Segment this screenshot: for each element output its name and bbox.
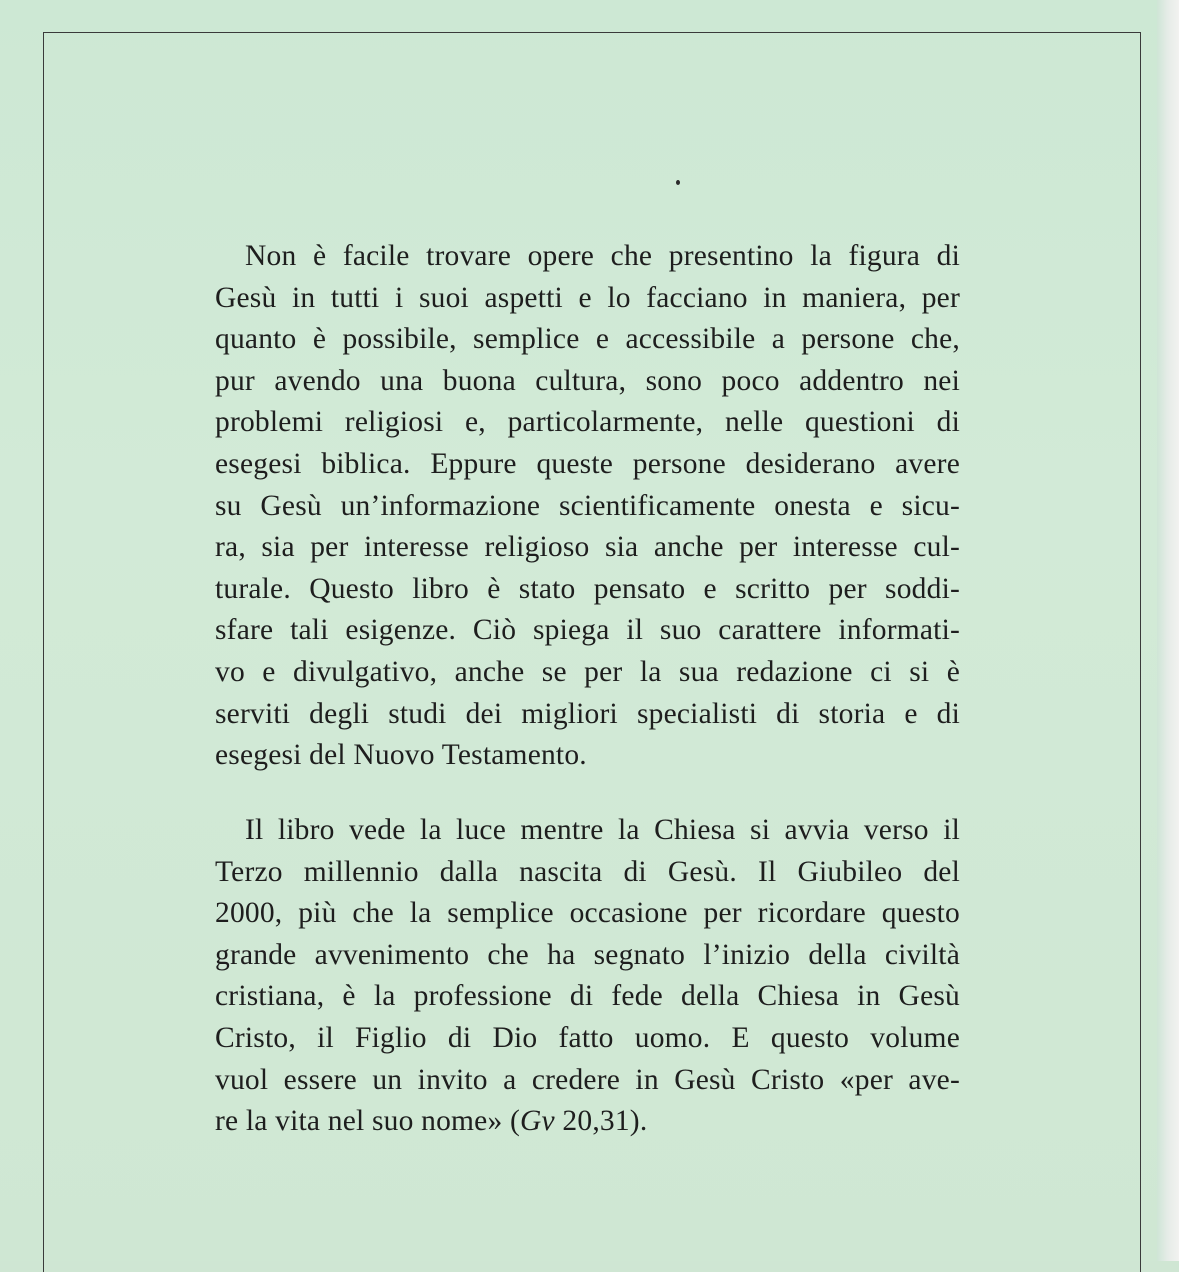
- text-line: esegesi biblica. Eppure queste persone desiderano avere: [215, 447, 960, 480]
- text-line: sfare tali esigenze. Ciò spiega il suo carattere informati-: [215, 614, 960, 647]
- text-line: Cristo, il Figlio di Dio fatto uomo. E questo volume: [215, 1021, 960, 1054]
- text-line-final: [215, 1101, 960, 1143]
- text-line: turale. Questo libro è stato pensato e scritto per soddi-: [215, 572, 960, 605]
- text-line: Non è facile trovare opere che presentino la figura di: [245, 240, 960, 272]
- text-line: su Gesù un’informazione scientificamente onesta e sicu-: [215, 489, 960, 522]
- text-line: Terzo millennio dalla nascita di Gesù. Il Giubileo del: [215, 855, 960, 888]
- text-line: problemi religiosi e, particolarmente, nelle questioni di: [215, 406, 960, 439]
- page-edge: [1157, 0, 1179, 1261]
- text-line: cristiana, è la professione di fede della Chiesa in Gesù: [215, 980, 960, 1013]
- text-line: Gesù in tutti i suoi aspetti e lo facciano in maniera, per: [215, 281, 960, 314]
- text-line: esegesi del Nuovo Testamento.: [215, 739, 587, 772]
- paragraph-2: [215, 810, 960, 1143]
- text-line: grande avvenimento che ha segnato l’inizio della civiltà: [215, 938, 960, 971]
- citation-reference: 20,31: [554, 1105, 630, 1138]
- text-line: vuol essere un invito a credere in Gesù Cristo «per ave-: [215, 1063, 960, 1096]
- text-line: quanto è possibile, semplice e accessibile a persone che,: [215, 323, 960, 356]
- text-line: Il libro vede la luce mentre la Chiesa si avvia verso il: [245, 814, 960, 846]
- final-line-text: re la vita nel suo nome» (: [215, 1105, 521, 1138]
- text-line: serviti degli studi dei migliori specialisti di storia e di: [215, 697, 960, 730]
- text-line: ra, sia per interesse religioso sia anche per interesse cul-: [215, 531, 960, 564]
- text-line: pur avendo una buona cultura, sono poco addentro nei: [215, 364, 960, 397]
- final-line-end: ).: [629, 1105, 648, 1138]
- citation-book: Gv: [520, 1105, 555, 1138]
- paragraph-1: [215, 236, 960, 777]
- text-line: 2000, più che la semplice occasione per ricordare questo: [215, 897, 960, 930]
- text-line: vo e divulgativo, anche se per la sua redazione ci si è: [215, 655, 960, 688]
- print-speck: [676, 180, 680, 185]
